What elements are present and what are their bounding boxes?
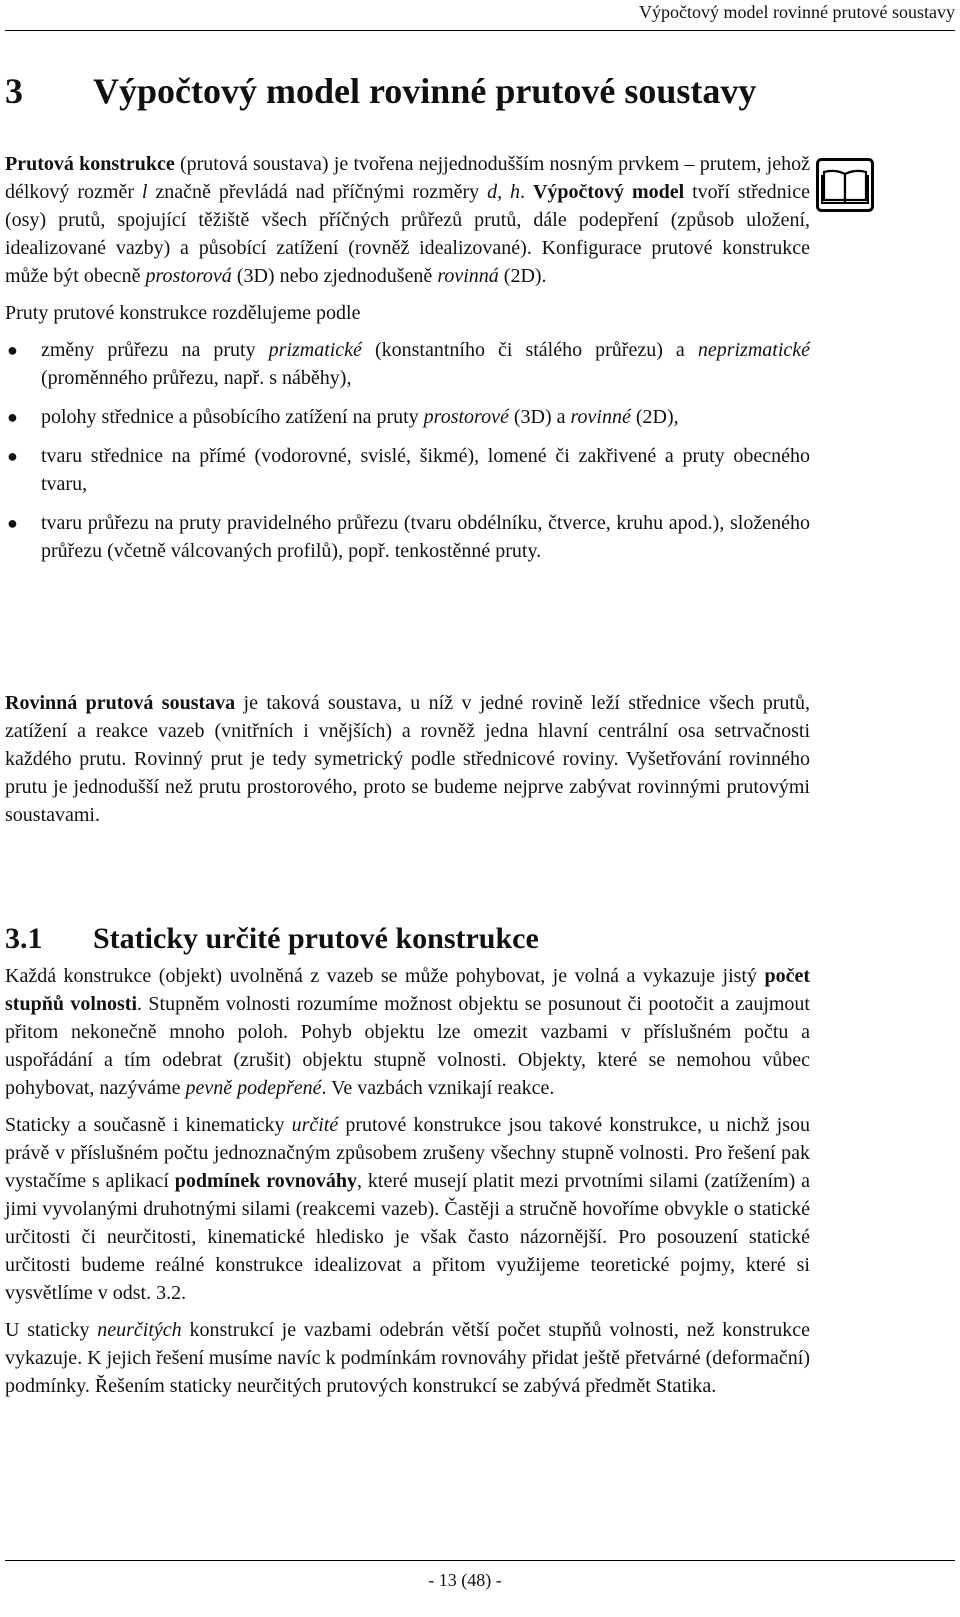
text-run: (prutová soustava) je tvořena nejjednodušším nosným prvkem – prutem, jehož délkový rozměr <box>5 153 810 203</box>
page-number: - 13 (48) - <box>428 1570 502 1590</box>
open-book-icon <box>816 158 874 212</box>
text-run: polohy střednice a působícího zatížení na pruty <box>41 406 424 428</box>
list-item <box>5 509 810 565</box>
text-run: tvoří střednice (osy) prutů, spojující těžiště všech příčných průřezů prutů, dále podepření (způsob uložení, idealizované vazby) a působící zatížení (rovněž idealizované). Konfigurace prutové konstrukce může být obecně <box>5 181 810 287</box>
text-run: prutové konstrukce jsou takové konstrukce, u nichž jsou právě v příslušném počtu jednoznačným způsobem zrušeny všechny stupně volnosti. Pro řešení pak vystačíme s aplikací <box>5 1114 810 1192</box>
running-header: Výpočtový model rovinné prutové soustavy <box>639 2 955 22</box>
term-vypoctovy-model: Výpočtový model <box>532 181 685 203</box>
term-italic: prizmatické <box>268 339 362 361</box>
term-italic: rovinné <box>570 406 631 428</box>
classification-list <box>5 336 810 565</box>
section-title: Staticky určité prutové konstrukce <box>93 922 539 955</box>
text-run: změny průřezu na pruty <box>41 339 269 361</box>
text-run: . Ve vazbách vznikají reakce. <box>321 1077 555 1099</box>
term-italic: neprizmatické <box>697 339 811 361</box>
planar-paragraph <box>5 689 810 829</box>
term-rovinna: rovinná <box>437 265 499 287</box>
term-prostorova: prostorová <box>145 265 232 287</box>
text-run: (3D) nebo zjednodušeně <box>231 265 438 287</box>
text-run: (proměnného průřezu, např. s náběhy), <box>41 367 352 389</box>
chapter-title: Výpočtový model rovinné prutové soustavy <box>93 71 757 111</box>
text-run: U staticky <box>5 1319 98 1341</box>
text-run: konstrukcí je vazbami odebrán větší počet stupňů volnosti, než konstrukce vykazuje. K jejich řešení musíme navíc k podmínkám rovnováhy přidat ještě přetvárné (deformační) podmínky. Řešením staticky neurčitých prutových konstrukcí se zabývá předmět Statika. <box>5 1319 810 1397</box>
list-item <box>5 336 810 392</box>
paragraph-statically-determinate <box>5 1111 810 1307</box>
term-rovinna-prutova-soustava: Rovinná prutová soustava <box>5 692 236 714</box>
text-run: (konstantního či stálého průřezu) a <box>361 339 698 361</box>
text-run: (2D). <box>498 265 547 287</box>
term-urcite: určité <box>291 1114 339 1136</box>
text-run: Staticky a současně i kinematicky <box>5 1114 292 1136</box>
text-run: Každá konstrukce (objekt) uvolněná z vazeb se může pohybovat, je volná a vykazuje jistý <box>5 965 765 987</box>
text-run: . <box>520 181 533 203</box>
footer-rule <box>5 1560 955 1561</box>
planar-system-block <box>5 689 810 829</box>
text-run: (2D), <box>630 406 679 428</box>
text-run: . Stupněm volnosti rozumíme možnost objektu se posunout či pootočit a zaujmout přitom nekonečně mnoho poloh. Pohyb objektu lze omezit vazbami v příslušném počtu a uspořádání a tím odebrat (zrušit) objektu stupně volnosti. Objekty, které se nemohou vůbec pohybovat, nazýváme <box>5 993 810 1099</box>
bullet-icon: ● <box>7 340 18 360</box>
symbol-l: l <box>141 181 148 203</box>
term-italic: prostorové <box>423 406 509 428</box>
classification-lead: Pruty prutové konstrukce rozdělujeme podle <box>5 302 361 324</box>
text-run: značně převládá nad příčnými rozměry <box>147 181 488 203</box>
intro-block <box>5 150 810 576</box>
term-prutova-konstrukce: Prutová konstrukce <box>5 153 175 175</box>
chapter-number: 3 <box>5 71 23 111</box>
intro-paragraph <box>5 150 810 290</box>
section-number: 3.1 <box>5 922 43 955</box>
text-run: je taková soustava, u níž v jedné rovině leží střednice všech prutů, zatížení a reakce vazeb (vnitřních i vnějších) a rovněž jedna hlavní centrální osa setrvačnosti každého prutu. Rovinný prut je tedy symetrický podle střednicové roviny. Vyšetřování rovinného prutu je jednodušší než prutu prostorového, proto se budeme nejprve zabývat rovinnými prutovými soustavami. <box>5 692 810 826</box>
header-rule <box>5 30 955 31</box>
symbol-d-h: d, h <box>487 181 521 203</box>
term-podminek-rovnovahy: podmínek rovnováhy <box>174 1170 358 1192</box>
text-run: (3D) a <box>508 406 571 428</box>
static-block <box>5 962 810 1400</box>
term-pocet-stupnu-volnosti: počet stupňů volnosti <box>5 965 810 1015</box>
term-pevne-podeprene: pevně podepřené <box>185 1077 322 1099</box>
bullet-icon: ● <box>7 446 18 466</box>
text-run: , které musejí platit mezi prvotními silami (zatížením) a jimi vyvolanými druhotnými silami (reakcemi vazeb). Častěji a stručně hovoříme obvykle o statické určitosti či neurčitosti, kinematické hledisko je však často názornější. Pro posouzení statické určitosti budeme reálné konstrukce idealizovat a přitom využijeme teoretické pojmy, které si vysvětlíme v odst. 3.2. <box>5 1170 810 1304</box>
section-heading <box>5 922 825 956</box>
bullet-icon: ● <box>7 513 18 533</box>
paragraph-degrees-of-freedom <box>5 962 810 1102</box>
bullet-icon: ● <box>7 407 18 427</box>
paragraph-statically-indeterminate <box>5 1316 810 1400</box>
list-item <box>5 442 810 498</box>
list-item <box>5 403 810 431</box>
term-neurcitych: neurčitých <box>97 1319 182 1341</box>
text-run: tvaru průřezu na pruty pravidelného průřezu (tvaru obdélníku, čtverce, kruhu apod.), složeného průřezu (včetně válcovaných profilů), popř. tenkostěnné pruty. <box>41 512 810 562</box>
text-run: tvaru střednice na přímé (vodorovné, svislé, šikmé), lomené či zakřivené a pruty obecného tvaru, <box>41 445 810 495</box>
chapter-heading <box>5 70 825 112</box>
